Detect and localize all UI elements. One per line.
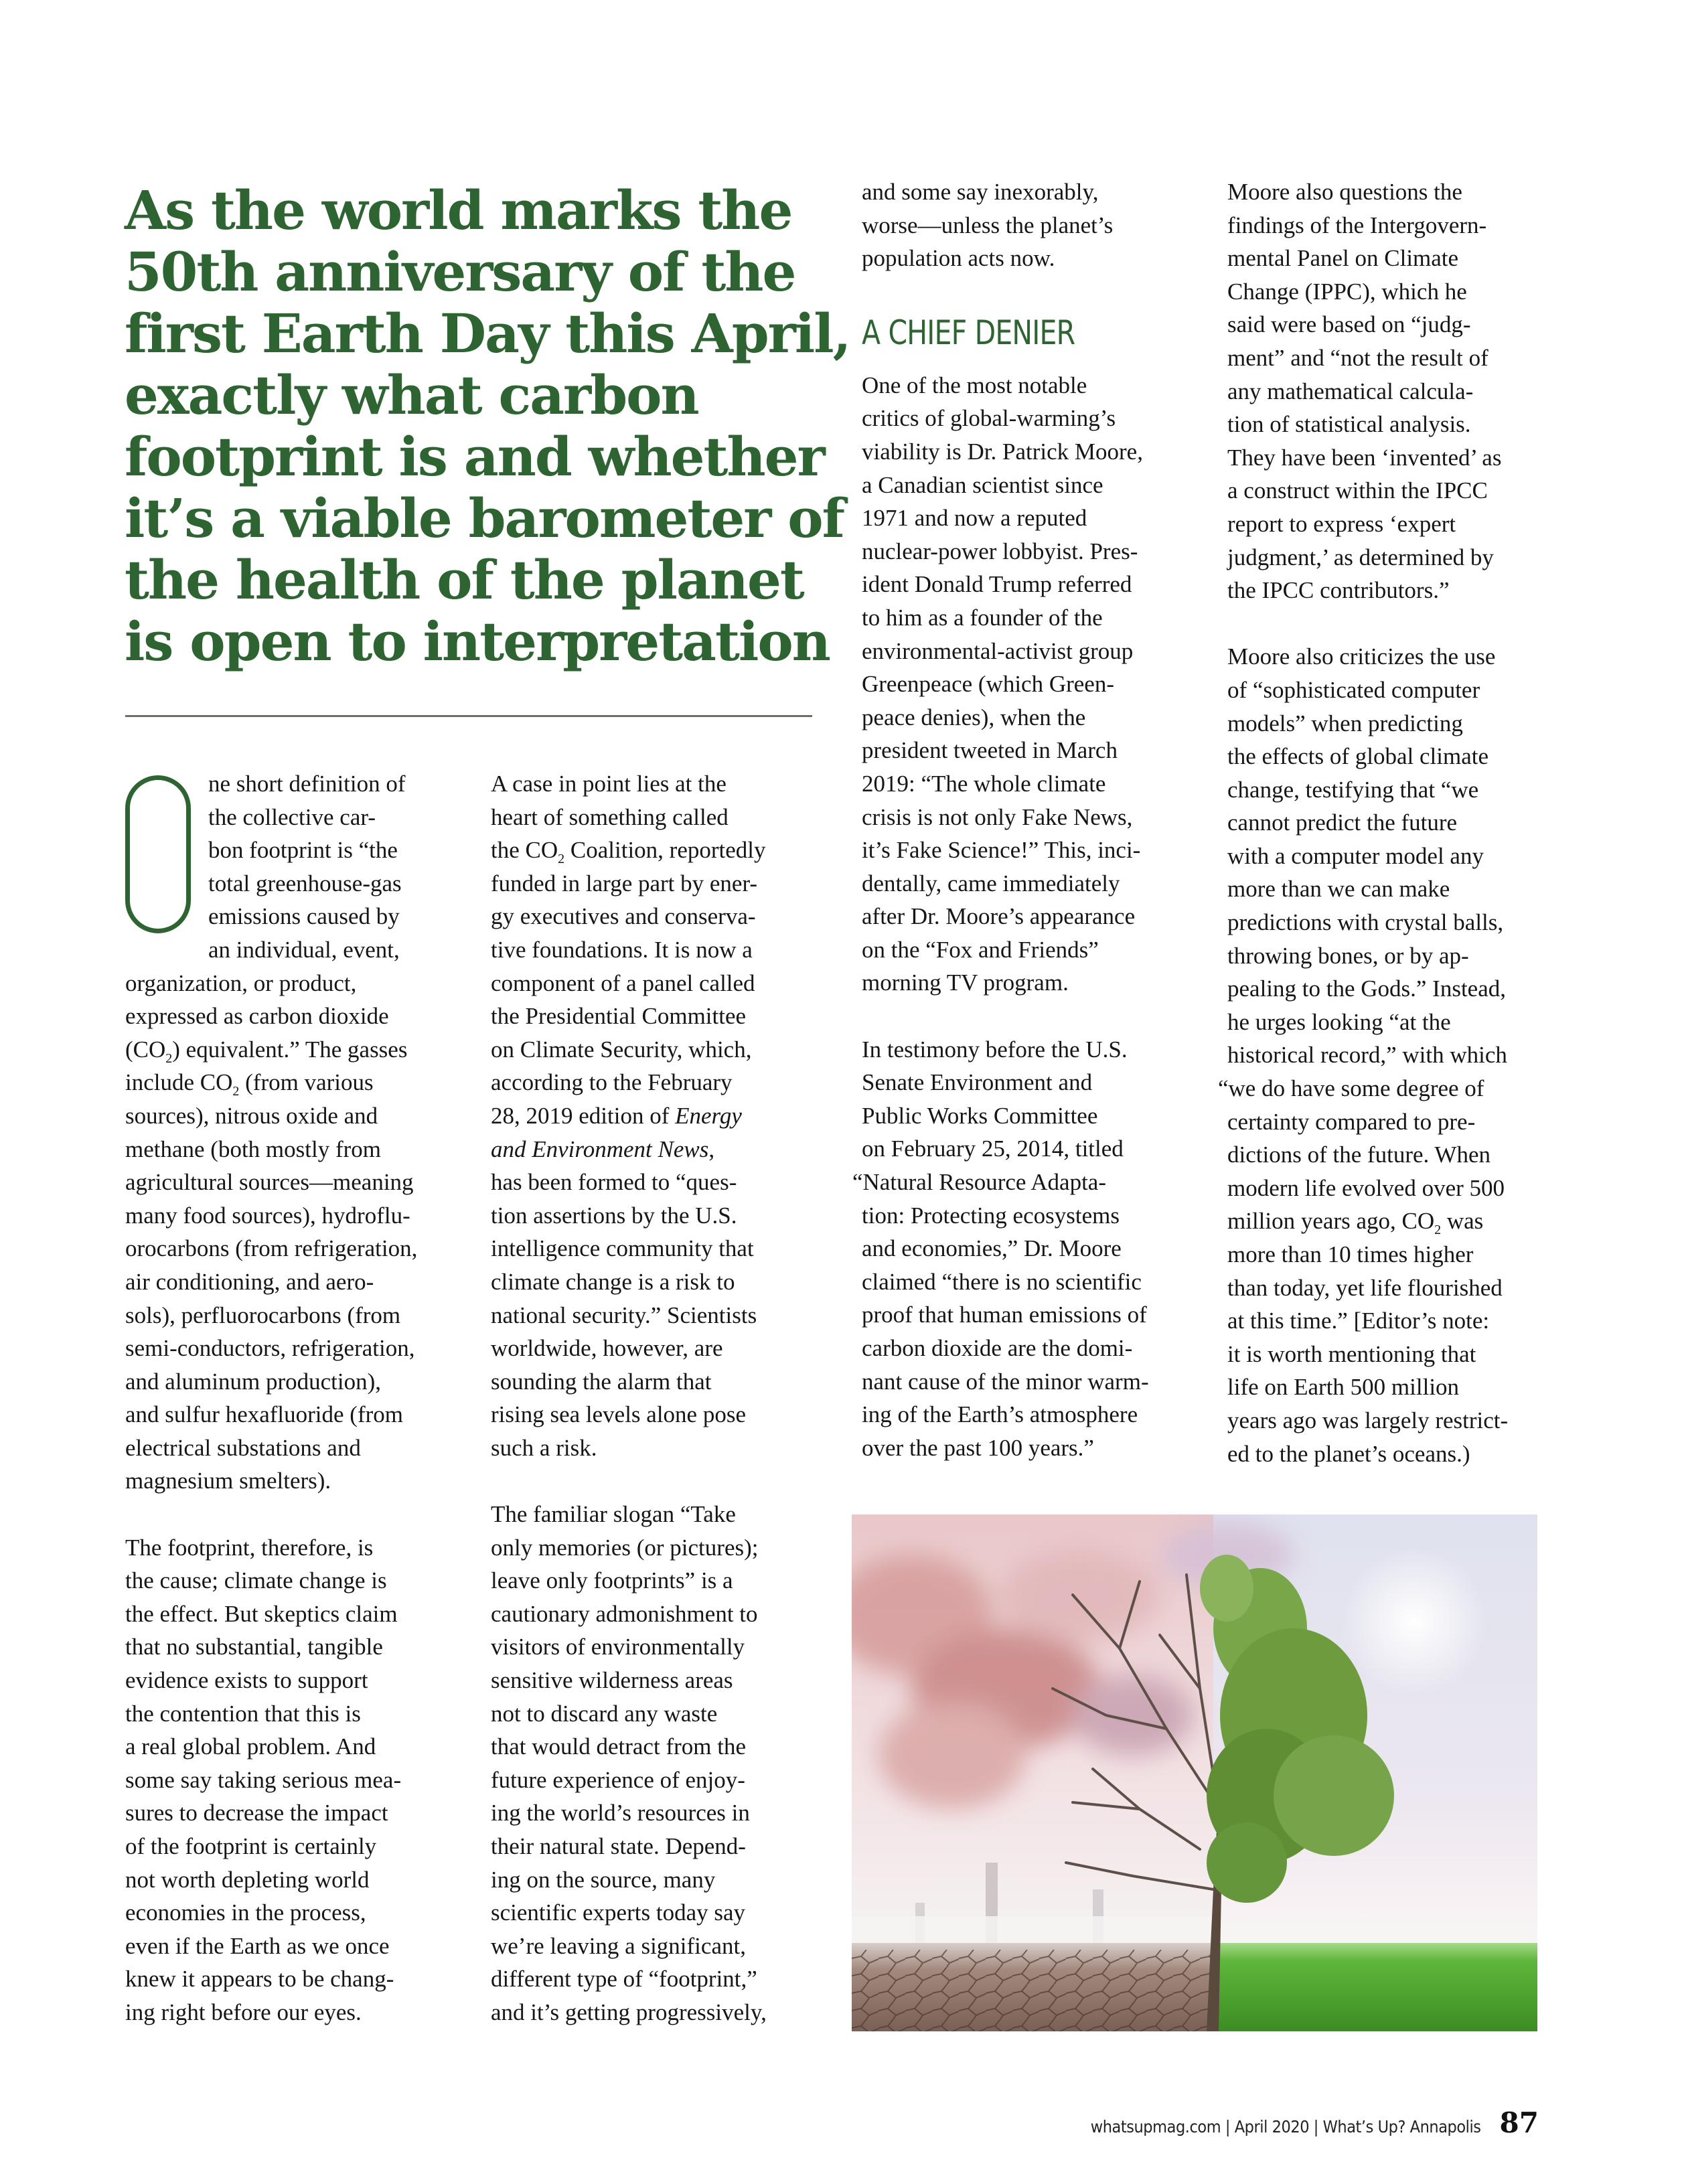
text-line: mental Panel on Climate [1227, 245, 1459, 272]
text-line: climate change is a risk to [491, 1268, 735, 1295]
text-line: pealing to the Gods.” Instead, [1227, 976, 1507, 1002]
text-line: not worth depleting world [125, 1866, 370, 1893]
section-subhead: A CHIEF DENIER [862, 313, 1075, 352]
page-number: 87 [1499, 2106, 1539, 2139]
text-line: and sulfur hexafluoride (from [125, 1401, 403, 1428]
text-line: a construct within the IPCC [1227, 477, 1488, 504]
text-line: ne short definition of [208, 771, 406, 797]
article-column-1 [125, 767, 473, 2029]
text-line: A case in point lies at the [491, 771, 727, 797]
paragraph [852, 1033, 1197, 1465]
text-line: nant cause of the minor warm- [862, 1368, 1149, 1395]
text-line: critics of global-warming’s [862, 405, 1116, 432]
paragraph [491, 1498, 826, 2029]
text-line: One of the most notable [862, 372, 1087, 398]
text-line: of “sophisticated computer [1227, 676, 1480, 703]
text-line: ident Donald Trump referred [862, 571, 1132, 598]
text-line: not to discard any waste [491, 1700, 718, 1727]
text-line: president tweeted in March [862, 737, 1118, 764]
text-line: component of a panel called [491, 969, 755, 996]
text-line: ment” and “not the result of [1227, 344, 1488, 371]
text-line: $(CO_2)$ equivalent.” The gasses [125, 1036, 408, 1066]
text-line: an individual, event, [208, 936, 400, 963]
text-line: worldwide, however, are [491, 1335, 723, 1362]
text-line: include $CO_2$ (from various [125, 1069, 374, 1099]
text-line: Public Works Committee [862, 1102, 1098, 1129]
text-line: many food sources), hydroflu- [125, 1202, 410, 1229]
text-line: tion: Protecting ecosystems [862, 1202, 1120, 1229]
text-line: ed to the planet’s oceans.) [1227, 1440, 1470, 1467]
text-line: the Presidential Committee [491, 1003, 747, 1030]
text-line: ing on the source, many [491, 1866, 716, 1893]
text-line: with a computer model any [1227, 842, 1484, 869]
text-line: knew it appears to be chang- [125, 1966, 394, 1993]
text-line: semi-conductors, refrigeration, [125, 1335, 415, 1362]
text-line: to him as a founder of the [862, 604, 1103, 631]
text-line: cannot predict the future [1227, 809, 1458, 836]
text-line: the effect. But skeptics claim [125, 1600, 398, 1627]
text-line: predictions with crystal balls, [1227, 909, 1504, 936]
text-line: on February 25, 2014, titled [862, 1136, 1124, 1162]
text-line: historical record,” with which [1227, 1042, 1507, 1069]
headline [125, 179, 850, 673]
text-line: more than we can make [1227, 876, 1450, 903]
text-line: methane (both mostly from [125, 1136, 382, 1162]
text-line: according to the February [491, 1069, 733, 1096]
text-line: the $CO_2$ Coalition, reportedly [491, 837, 766, 867]
text-line: organization, or product, [125, 969, 357, 996]
text-line: such a risk. [491, 1434, 597, 1461]
text-line: Moore also questions the [1227, 179, 1462, 205]
article-column-2 [491, 767, 826, 2029]
text-line: that would detract from the [491, 1733, 746, 1760]
text-line: that no substantial, tangible [125, 1634, 383, 1660]
text-line: and aluminum production), [125, 1368, 382, 1395]
text-line: life on Earth 500 million [1227, 1374, 1460, 1401]
text-line: crisis is not only Fake News, [862, 803, 1133, 830]
text-line: the effects of global climate [1227, 743, 1489, 770]
text-line: sources), nitrous oxide and [125, 1102, 378, 1129]
text-line: evidence exists to support [125, 1667, 368, 1694]
text-line: dictions of the future. When [1227, 1142, 1490, 1168]
text-line: ing of the Earth’s atmosphere [862, 1401, 1138, 1428]
text-line: sounding the alarm that [491, 1368, 712, 1395]
text-line: agricultural sources—meaning [125, 1169, 414, 1196]
headline-line: footprint is and whether [125, 425, 824, 488]
article-column-3 [852, 175, 1197, 1464]
text-line: tive foundations. It is now a [491, 936, 753, 963]
text-line: leave only footprints” is a [491, 1567, 733, 1594]
footer-publication-info: whatsupmag.com | April 2020 | What’s Up? Annapolis [1090, 2117, 1481, 2136]
text-line: “we do have some degree of [1218, 1075, 1484, 1102]
text-line: and some say inexorably, [862, 179, 1099, 205]
headline-divider [125, 715, 812, 717]
text-line: years ago was largely restrict- [1227, 1407, 1509, 1433]
text-line: orocarbons (from refrigeration, [125, 1235, 418, 1262]
text-line: expressed as carbon dioxide [125, 1003, 389, 1030]
text-line: The footprint, therefore, is [125, 1534, 374, 1561]
text-line: sensitive wilderness areas [491, 1667, 733, 1694]
text-line: a real global problem. And [125, 1733, 376, 1760]
text-line: and it’s getting progressively, [491, 1999, 767, 2025]
paragraph [1218, 640, 1562, 1470]
text-line: economies in the process, [125, 1899, 366, 1926]
text-line: worse—unless the planet’s [862, 212, 1114, 238]
text-line: change, testifying that “we [1227, 776, 1479, 803]
text-line: sols), perfluorocarbons (from [125, 1302, 401, 1328]
climate-tree-photo [852, 1514, 1537, 2031]
text-line: In testimony before the U.S. [862, 1036, 1128, 1063]
text-line: total greenhouse-gas [208, 870, 402, 896]
headline-line: 50th anniversary of the [125, 240, 795, 303]
text-line: claimed “there is no scientific [862, 1268, 1142, 1295]
paragraph [1227, 175, 1562, 607]
paragraph [862, 175, 1197, 275]
text-line: electrical substations and [125, 1434, 361, 1461]
text-line: it is worth mentioning that [1227, 1340, 1476, 1367]
text-line: more than 10 times higher [1227, 1241, 1474, 1267]
text-line: any mathematical calcula- [1227, 378, 1474, 404]
text-line: ing the world’s resources in [491, 1800, 750, 1826]
text-line: and economies,” Dr. Moore [862, 1235, 1122, 1262]
text-line: modern life evolved over 500 [1227, 1174, 1505, 1201]
text-line: visitors of environmentally [491, 1634, 745, 1660]
text-line: scientific experts today say [491, 1899, 746, 1926]
paragraph [125, 767, 473, 1498]
text-line: throwing bones, or by ap- [1227, 942, 1469, 969]
text-line: certainty compared to pre- [1227, 1108, 1476, 1135]
paragraph [862, 369, 1197, 1000]
text-line: the collective car- [208, 803, 376, 830]
text-line: it’s Fake Science!” This, inci- [862, 837, 1141, 864]
text-line: said were based on “judg- [1227, 311, 1471, 338]
text-line: Greenpeace (which Green- [862, 671, 1114, 698]
text-line: million years ago, $CO_2$ was [1227, 1208, 1484, 1238]
text-line: Senate Environment and [862, 1069, 1093, 1096]
text-line: we’re leaving a significant, [491, 1932, 746, 1959]
text-line: over the past 100 years.” [862, 1434, 1094, 1461]
text-line: their natural state. Depend- [491, 1833, 746, 1859]
text-line: only memories (or pictures); [491, 1534, 759, 1561]
headline-line: it’s a viable barometer of [125, 487, 844, 550]
text-line: after Dr. Moore’s appearance [862, 903, 1136, 930]
page-footer [1047, 2106, 1539, 2139]
text-line: the IPCC contributors.” [1227, 577, 1450, 604]
text-line: different type of “footprint,” [491, 1966, 757, 1993]
text-line: cautionary admonishment to [491, 1600, 758, 1627]
text-line: population acts now. [862, 245, 1055, 272]
text-line: on the “Fox and Friends” [862, 936, 1099, 963]
text-line: models” when predicting [1227, 710, 1463, 736]
text-line: environmental-activist group [862, 637, 1134, 664]
text-line: future experience of enjoy- [491, 1766, 745, 1793]
text-line: than today, yet life flourished [1227, 1274, 1503, 1301]
text-line: tion of statistical analysis. [1227, 411, 1471, 438]
text-line: air conditioning, and aero- [125, 1268, 374, 1295]
text-line: national security.” Scientists [491, 1302, 757, 1328]
text-line: the contention that this is [125, 1700, 361, 1727]
text-line: and Environment News, [491, 1136, 715, 1162]
text-line: bon footprint is “the [208, 837, 398, 864]
text-line: a Canadian scientist since [862, 471, 1103, 498]
text-line: gy executives and conserva- [491, 903, 756, 930]
text-line: Change (IPPC), which he [1227, 278, 1467, 305]
text-line: emissions caused by [208, 903, 400, 930]
headline-line: exactly what carbon [125, 364, 698, 426]
text-line: morning TV program. [862, 969, 1069, 996]
paragraph [491, 767, 826, 1464]
headline-line: is open to interpretation [125, 610, 830, 673]
text-line: 2019: “The whole climate [862, 770, 1106, 797]
text-line: the cause; climate change is [125, 1567, 387, 1594]
article-column-4 [1218, 175, 1562, 1470]
paragraph [125, 1531, 473, 2029]
text-line: he urges looking “at the [1227, 1008, 1451, 1035]
text-line: “Natural Resource Adapta- [852, 1169, 1107, 1196]
text-line: judgment,’ as determined by [1227, 544, 1494, 570]
text-line: funded in large part by ener- [491, 870, 758, 896]
text-line: some say taking serious mea- [125, 1766, 402, 1793]
text-line: of the footprint is certainly [125, 1833, 377, 1859]
headline-line: first Earth Day this April, [125, 302, 850, 365]
text-line: They have been ‘invented’ as [1227, 444, 1502, 471]
text-line: heart of something called [491, 803, 729, 830]
headline-line: As the world marks the [125, 179, 792, 242]
text-line: carbon dioxide are the domi- [862, 1335, 1133, 1361]
text-line: findings of the Intergovern- [1227, 212, 1487, 238]
text-line: The familiar slogan “Take [491, 1501, 736, 1528]
text-line: intelligence community that [491, 1235, 754, 1262]
text-line: ing right before our eyes. [125, 1999, 362, 2025]
text-line: tion assertions by the U.S. [491, 1202, 737, 1229]
text-line: viability is Dr. Patrick Moore, [862, 438, 1143, 465]
headline-line: the health of the planet [125, 548, 804, 611]
text-line: magnesium smelters). [125, 1468, 331, 1494]
publication-title: Energy [675, 1102, 742, 1129]
publication-title: and Environment News [491, 1136, 709, 1162]
text-line: dentally, came immediately [862, 870, 1120, 896]
text-line: nuclear-power lobbyist. Pres- [862, 538, 1138, 564]
text-line: has been formed to “ques- [491, 1169, 737, 1196]
text-line: 28, 2019 edition of Energy [491, 1102, 742, 1129]
text-line: sures to decrease the impact [125, 1800, 388, 1826]
text-line: on Climate Security, which, [491, 1036, 752, 1063]
text-line: at this time.” [Editor’s note: [1227, 1308, 1490, 1334]
text-line: 1971 and now a reputed [862, 505, 1087, 532]
text-line: even if the Earth as we once [125, 1932, 390, 1959]
text-line: proof that human emissions of [862, 1302, 1147, 1328]
text-line: peace denies), when the [862, 704, 1086, 730]
text-line: Moore also criticizes the use [1227, 643, 1496, 670]
text-line: rising sea levels alone pose [491, 1401, 747, 1428]
text-line: report to express ‘expert [1227, 510, 1456, 537]
